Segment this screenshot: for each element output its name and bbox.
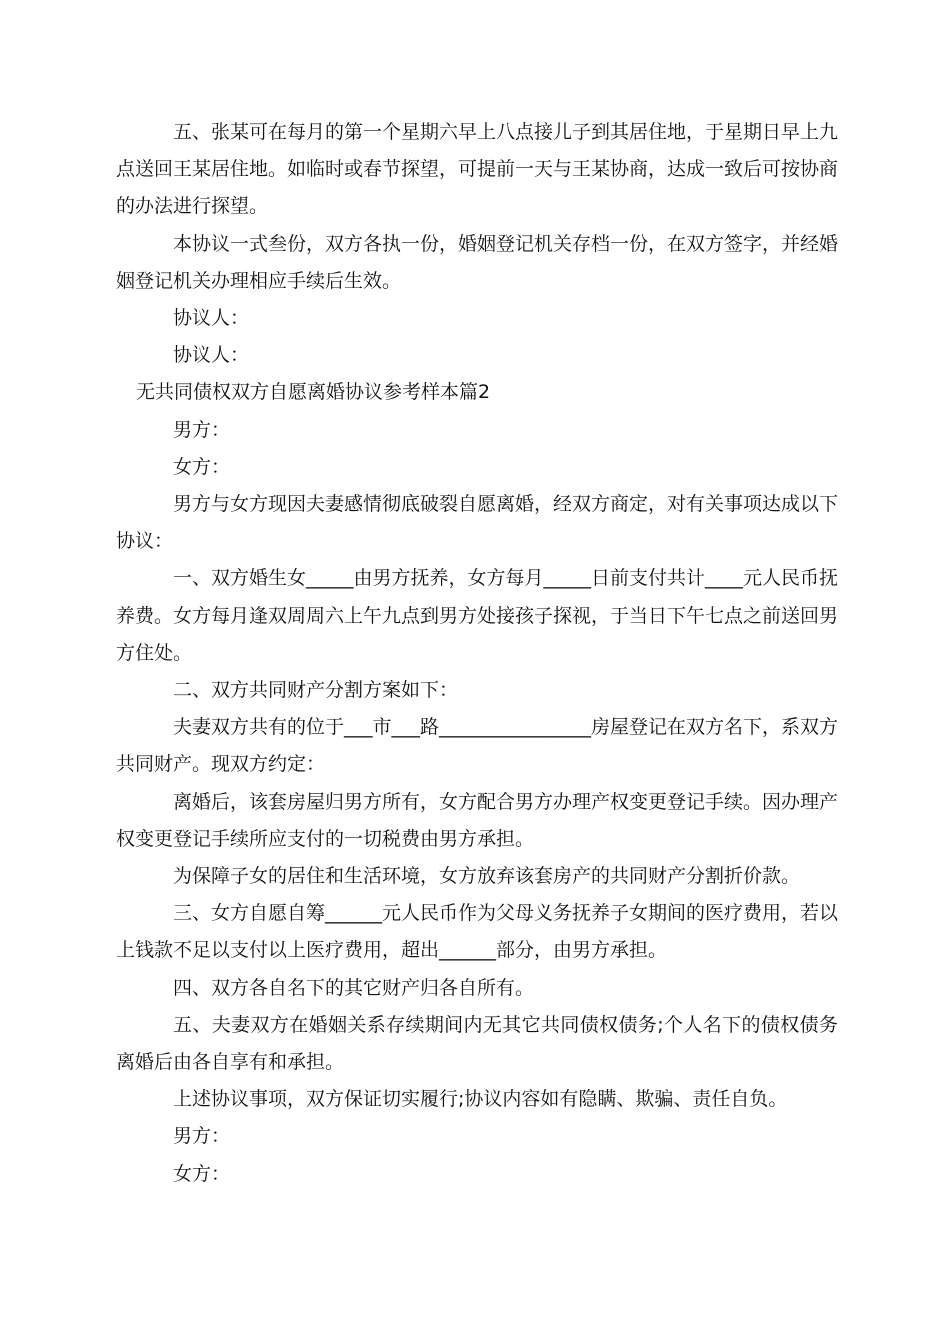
clause-property-heading: 二、双方共同财产分割方案如下： [173,679,459,702]
signature-male: 男方： [173,1125,231,1148]
clause-property-ownership: 离婚后，该套房屋归男方所有，女方配合男方办理产权变更登记手续。因办理产权变更登记手续所应支付的一切税费由男方承担。 [116,790,839,850]
clause-property-location: 夫妻双方共有的位于___市___路________________房屋登记在双方名下，系双方共同财产。现双方约定： [116,716,839,776]
clause-custody: 一、双方婚生女_____由男方抚养，女方每月_____日前支付共计____元人民币抚养费。女方每月逢双周周六上午九点到男方处接孩子探视，于当日下午七点之前送回男方住处。 [116,567,839,664]
section-title: 无共同债权双方自愿离婚协议参考样本篇2 [136,381,491,404]
clause-other-property: 四、双方各自名下的其它财产归各自所有。 [173,976,535,999]
clause-property-waiver: 为保障子女的居住和生活环境，女方放弃该套房产的共同财产分割折价款。 [173,865,801,888]
paragraph-copies: 本协议一式叁份，双方各执一份，婚姻登记机关存档一份，在双方签字，并经婚姻登记机关办理相应手续后生效。 [116,232,839,292]
clause-medical: 三、女方自愿自筹______元人民币作为父母义务抚养子女期间的医疗费用，若以上钱款不足以支付以上医疗费用，超出______部分，由男方承担。 [116,902,839,962]
paragraph-intro: 男方与女方现因夫妻感情彻底破裂自愿离婚，经双方商定，对有关事项达成以下协议： [116,493,839,553]
clause-guarantee: 上述协议事项，双方保证切实履行;协议内容如有隐瞒、欺骗、责任自负。 [173,1088,788,1111]
document-body [116,114,838,1193]
signature-line-party: 协议人： [173,307,250,330]
clause-debts: 五、夫妻双方在婚姻关系存续期间内无其它共同债权债务;个人名下的债权债务离婚后由各自享有和承担。 [116,1013,838,1074]
paragraph-visitation: 五、张某可在每月的第一个星期六早上八点接儿子到其居住地，于星期日早上九点送回王某居住地。如临时或春节探望，可提前一天与王某协商，达成一致后可按协商的办法进行探望。 [116,121,839,218]
signature-female: 女方： [173,1162,231,1185]
party-female: 女方： [173,455,231,478]
signature-line-party: 协议人： [173,344,250,367]
party-male: 男方： [173,418,231,441]
